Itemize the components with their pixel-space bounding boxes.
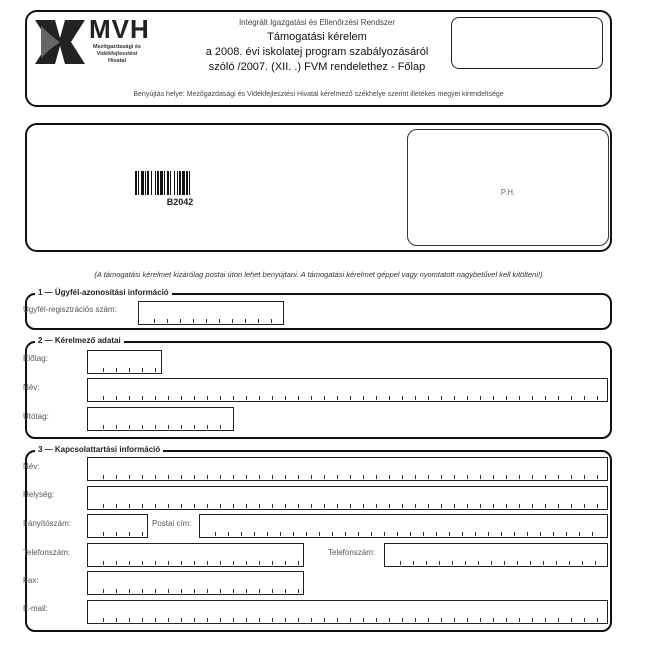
stamp-area bbox=[407, 129, 609, 246]
field-ticks bbox=[202, 532, 605, 536]
city-field[interactable] bbox=[87, 486, 608, 510]
email-label: E-mail: bbox=[23, 604, 48, 613]
barcode-box bbox=[25, 123, 612, 252]
name-field[interactable] bbox=[87, 378, 608, 402]
fax-field[interactable] bbox=[87, 571, 304, 595]
phone-field[interactable] bbox=[87, 543, 304, 567]
zip-field[interactable] bbox=[87, 514, 148, 538]
field-ticks bbox=[141, 319, 281, 323]
field-ticks bbox=[90, 504, 605, 508]
field-ticks bbox=[387, 561, 605, 565]
system-name: Integrált Igazgatási és Ellenőrzési Rendszer bbox=[238, 18, 396, 27]
name-label: Név: bbox=[23, 383, 40, 392]
prefix-field[interactable] bbox=[87, 350, 162, 374]
form-title-line3: szóló /2007. (XII. .) FVM rendelethez - Főlap bbox=[208, 61, 426, 73]
suffix-field[interactable] bbox=[87, 407, 234, 431]
barcode-image bbox=[135, 171, 225, 195]
contact-name-label: Név: bbox=[23, 462, 40, 471]
field-ticks bbox=[90, 532, 145, 536]
field-ticks bbox=[90, 589, 301, 593]
field-ticks bbox=[90, 561, 301, 565]
mvh-logo-icon bbox=[33, 18, 88, 66]
client-id-label: Ügyfél-regisztrációs szám: bbox=[23, 305, 117, 314]
field-ticks bbox=[90, 396, 605, 400]
form-title-line2: a 2008. évi iskolatej program szabályozásáról bbox=[205, 46, 429, 58]
field-ticks bbox=[90, 368, 159, 372]
notice-text: (A támogatási kérelmet kizárólag postai úton lehet benyújtani. A támogatási kérelmet géppel vagy nyomtatott nagybetűvel kell kitölteni!) bbox=[94, 270, 543, 279]
field-ticks bbox=[90, 425, 231, 429]
registration-stamp-box bbox=[451, 17, 603, 69]
email-field[interactable] bbox=[87, 600, 608, 624]
barcode-code: B2042 bbox=[166, 197, 194, 207]
stamp-label: P.H. bbox=[500, 188, 516, 197]
section-1 bbox=[23, 288, 612, 330]
fax-label: Fax: bbox=[23, 576, 39, 585]
phone2-field[interactable] bbox=[384, 543, 608, 567]
section-2-title: 2 — Kérelmező adatai bbox=[35, 336, 124, 345]
section-3 bbox=[23, 445, 612, 632]
contact-name-field[interactable] bbox=[87, 457, 608, 481]
postal-address-label: Postai cím: bbox=[152, 519, 192, 528]
zip-label: Irányítószám: bbox=[23, 519, 72, 528]
field-ticks bbox=[90, 618, 605, 622]
header-box bbox=[25, 10, 612, 107]
logo-text: MVH bbox=[89, 14, 150, 44]
section-2 bbox=[23, 336, 612, 439]
submission-place: Benyújtás helye: Mezőgazdasági és Vidékfejlesztési Hivatal kérelmező székhelye szerint illetékes megyei kirendeltsége bbox=[133, 91, 504, 98]
form-title: Támogatási kérelem bbox=[267, 31, 367, 43]
section-3-title: 3 — Kapcsolattartási információ bbox=[35, 445, 163, 454]
field-ticks bbox=[90, 475, 605, 479]
suffix-label: Utótag: bbox=[23, 412, 49, 421]
section-1-title: 1 — Ügyfél-azonosítási információ bbox=[35, 288, 172, 297]
phone2-label: Telefonszám: bbox=[328, 548, 376, 557]
postal-address-field[interactable] bbox=[199, 514, 608, 538]
prefix-label: Előtag: bbox=[23, 354, 48, 363]
phone-label: Telefonszám: bbox=[23, 548, 71, 557]
client-id-field[interactable] bbox=[138, 301, 284, 325]
logo-subtitle: Mezőgazdasági és Vidékfejlesztési Hivatal bbox=[93, 44, 141, 64]
city-label: Helység: bbox=[23, 490, 55, 499]
